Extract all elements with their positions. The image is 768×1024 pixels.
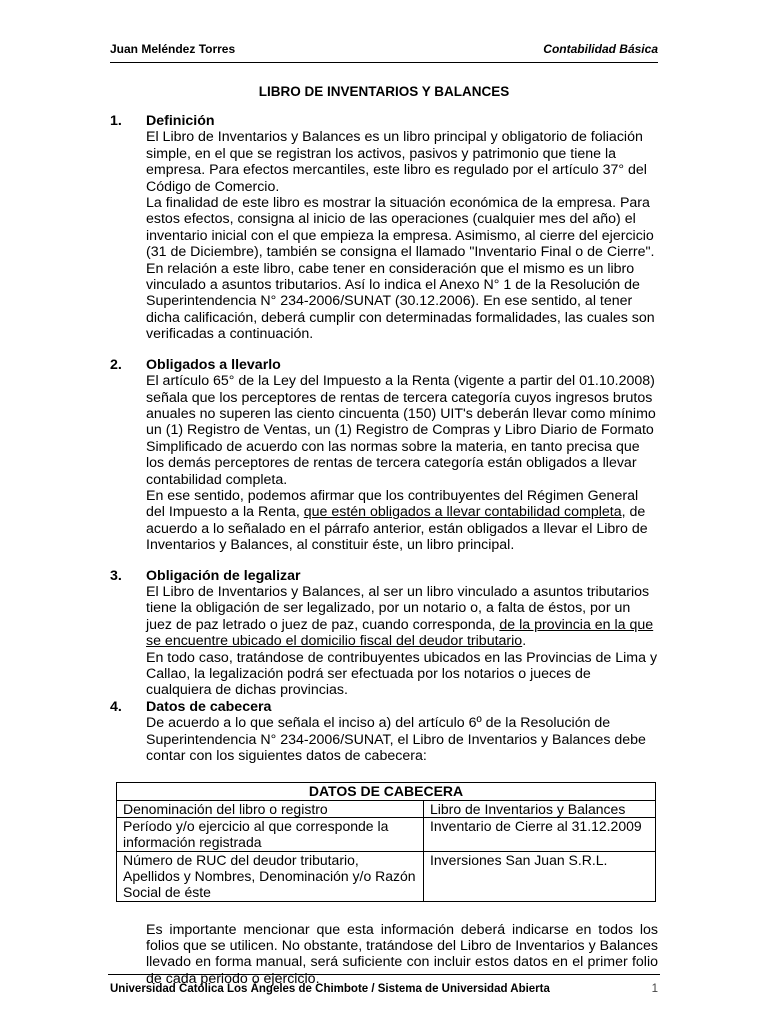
table-cell: Número de RUC del deudor tributario, Apellidos y Nombres, Denominación y/o Razón Social de éste <box>117 851 424 901</box>
text-run: , de acuerdo a lo señalado en el párrafo anterior, están obligados a llevar el Libro de Inventarios y Balances, al constituir éste, un libro principal. <box>146 504 648 554</box>
header-author: Juan Meléndez Torres <box>110 42 236 56</box>
footer-rule <box>108 974 660 975</box>
text-run: En ese sentido, podemos afirmar que los contribuyentes del Régimen General del Impuesto a la Renta, <box>146 487 639 521</box>
paragraph <box>146 488 658 554</box>
section-heading: Obligación de legalizar <box>146 567 301 584</box>
section-cabecera <box>110 699 658 765</box>
paragraph: La finalidad de este libro es mostrar la situación económica de la empresa. Para estos efectos, consigna al inicio de las operaciones (cualquier mes del año) el inventario inicial con el que empieza la empresa. Asimismo, al cierre del ejercicio (31 de Diciembre), también se consigna el llamado "Inventario Final o de Cierre". <box>146 195 655 261</box>
underlined-text: que estén obligados a llevar contabilidad completa <box>303 504 622 521</box>
page-number: 1 <box>651 983 658 995</box>
section-number: 2. <box>110 356 122 373</box>
section-number: 3. <box>110 567 122 584</box>
section-legalizar <box>110 568 658 699</box>
section-definicion <box>110 113 658 343</box>
section-heading: Definición <box>146 113 215 129</box>
paragraph: En todo caso, tratándose de contribuyentes ubicados en las Provincias de Lima y Callao, la legalización podrá ser efectuada por los notarios o jueces de cualquiera de dichas provincias. <box>146 649 658 699</box>
section-number: 4. <box>110 698 122 715</box>
paragraph: El artículo 65° de la Ley del Impuesto a la Renta (vigente a partir del 01.10.2008) señala que los perceptores de rentas de tercera categoría cuyos ingresos brutos anuales no superen las ciento cincuenta (150) UIT's deberán llevar como mínimo un (1) Registro de Ventas, un (1) Registro de Compras y Libro Diario de Formato Simplificado de acuerdo con las normas sobre la materia, en tanto precisa que los demás perceptores de rentas de tercera categoría están obligados a llevar contabilidad completa. <box>146 373 656 488</box>
paragraph <box>146 584 658 650</box>
document-body <box>110 113 658 987</box>
table-row <box>117 800 656 817</box>
text-run: . <box>522 633 527 650</box>
table-cell: Denominación del libro o registro <box>117 800 424 817</box>
header-course: Contabilidad Básica <box>543 42 658 56</box>
document-title: LIBRO DE INVENTARIOS Y BALANCES <box>258 84 510 99</box>
footer-text: Universidad Católica Los Ángeles de Chimbote / Sistema de Universidad Abierta <box>110 983 550 995</box>
header-data-table <box>116 782 656 901</box>
table-cell: Período y/o ejercicio al que corresponde la información registrada <box>117 818 424 852</box>
underlined-text: de la provincia en la que se encuentre ubicado el domicilio fiscal del deudor tributario <box>146 616 654 650</box>
text-run: El Libro de Inventarios y Balances, al ser un libro vinculado a asuntos tributarios tiene la obligación de ser legalizado, por un notario o, a falta de éstos, por un juez de paz letrado o juez de paz, cuando corresponda, <box>146 583 650 633</box>
table-cell: Inventario de Cierre al 31.12.2009 <box>424 818 656 852</box>
page-footer <box>110 983 658 995</box>
section-heading: Datos de cabecera <box>146 698 272 715</box>
table-cell: Inversiones San Juan S.R.L. <box>424 851 656 901</box>
header-rule <box>110 62 658 63</box>
section-obligados <box>110 357 658 554</box>
page-header <box>110 42 658 60</box>
paragraph: De acuerdo a lo que señala el inciso a) del artículo 6º de la Resolución de Superintendencia N° 234-2006/SUNAT, el Libro de Inventarios y Balances debe contar con los siguientes datos de cabecera: <box>146 715 646 765</box>
closing-paragraph: Es importante mencionar que esta información deberá indicarse en todos los folios que se utilicen. No obstante, tratándose del Libro de Inventarios y Balances llevado en forma manual, será suficiente con incluir estos datos en el primer folio de cada periodo o ejercicio. <box>146 921 658 987</box>
paragraph: El Libro de Inventarios y Balances es un libro principal y obligatorio de foliación simple, en el que se registran los activos, pasivos y patrimonio que tiene la empresa. Para efectos mercantiles, este libro es regulado por el artículo 37° del Código de Comercio. <box>146 129 647 195</box>
section-number: 1. <box>110 113 122 129</box>
paragraph: En relación a este libro, cabe tener en consideración que el mismo es un libro vinculado a asuntos tributarios. Así lo indica el Anexo N° 1 de la Resolución de Superintendencia N° 234-2006/SUNAT (30.12.2006). En ese sentido, al tener dicha calificación, deberá cumplir con determinadas formalidades, las cuales son verificadas a continuación. <box>146 260 655 343</box>
table-row <box>117 851 656 901</box>
table-title: DATOS DE CABECERA <box>117 783 656 800</box>
section-heading: Obligados a llevarlo <box>146 356 281 373</box>
table-row <box>117 818 656 852</box>
table-cell: Libro de Inventarios y Balances <box>424 800 656 817</box>
